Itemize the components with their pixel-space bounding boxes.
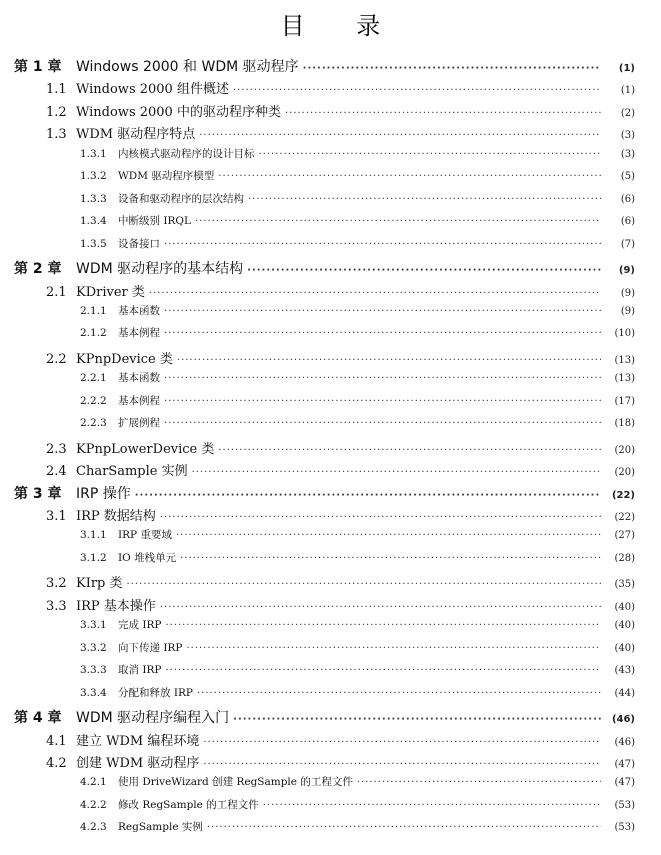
toc-page-number: (46) <box>611 714 635 726</box>
toc-page-number: (22) <box>611 489 635 501</box>
toc-entry-title: KPnpDevice 类 <box>76 351 173 367</box>
toc-page-number: (53) <box>614 822 635 834</box>
toc-subsection <box>0 819 661 834</box>
toc-page-number: (17) <box>614 395 635 407</box>
toc-page-number: (7) <box>620 238 635 250</box>
toc-entry-title: 基本函数 <box>118 372 160 385</box>
toc-page-number: (43) <box>614 665 635 677</box>
toc-subsection <box>0 617 661 632</box>
dot-leader <box>195 216 601 227</box>
dot-leader <box>247 265 601 276</box>
toc-entry-number: 3.1 <box>46 509 67 524</box>
toc-entry-title: RegSample 实例 <box>118 821 203 834</box>
toc-section <box>0 505 661 524</box>
dot-leader <box>263 800 601 811</box>
toc-entry-title: IRP 操作 <box>76 485 131 502</box>
toc-section <box>0 572 661 591</box>
dot-leader <box>160 602 601 613</box>
toc-entry-number: 第 2 章 <box>14 261 62 278</box>
toc-entry-number: 1.3 <box>46 127 67 143</box>
toc-entry-title: 基本例程 <box>118 327 160 340</box>
toc-entry-title: Windows 2000 组件概述 <box>76 82 229 98</box>
toc-entry-title: 向下传递 IRP <box>118 641 183 654</box>
toc-entry-title: IRP 数据结构 <box>76 509 156 524</box>
toc-entry-title: 创建 WDM 驱动程序 <box>76 755 200 771</box>
dot-leader <box>203 737 601 748</box>
toc-entry-title: KPnpLowerDevice 类 <box>76 441 215 457</box>
dot-leader <box>164 306 601 317</box>
toc-entry-number: 2.2 <box>46 351 67 367</box>
dot-leader <box>186 643 601 654</box>
toc-section <box>0 78 661 97</box>
toc-entry-title: IO 堆栈单元 <box>118 551 177 564</box>
toc-entry-number: 3.3.1 <box>80 619 107 632</box>
dot-leader <box>197 688 601 699</box>
toc-page-number: (13) <box>614 373 635 385</box>
dot-leader <box>233 714 601 725</box>
toc-page-number: (20) <box>614 467 635 479</box>
toc-entry-number: 3.2 <box>46 576 67 592</box>
toc-chapter <box>0 258 661 278</box>
toc-entry-number: 3.1.2 <box>80 551 107 564</box>
toc-page-number: (40) <box>614 601 635 613</box>
toc-entry-number: 4.2.2 <box>80 798 107 811</box>
dot-leader <box>164 396 601 407</box>
toc-subsection <box>0 415 661 430</box>
toc-entry-title: 内核模式驱动程序的设计目标 <box>118 147 255 160</box>
dot-leader <box>357 777 601 788</box>
toc-section <box>0 348 661 367</box>
toc-page-number: (47) <box>614 758 635 770</box>
toc-entry-number: 第 1 章 <box>14 59 62 75</box>
toc-entry-title: 设备和驱动程序的层次结构 <box>118 192 244 205</box>
dot-leader <box>259 149 602 160</box>
toc-entry-number: 1.2 <box>46 104 67 120</box>
toc-entry-title: Windows 2000 和 WDM 驱动程序 <box>76 59 299 75</box>
toc-entry-number: 1.3.2 <box>80 170 107 183</box>
toc-entry-number: 2.2.2 <box>80 394 107 407</box>
toc-page-number: (6) <box>620 193 635 205</box>
toc-page-number: (1) <box>618 63 635 74</box>
toc-subsection <box>0 213 661 228</box>
toc-subsection <box>0 640 661 655</box>
toc-page-number: (2) <box>620 107 635 119</box>
toc-subsection <box>0 370 661 385</box>
toc-entry-number: 2.2.3 <box>80 417 107 430</box>
toc-entry-number: 1.3.4 <box>80 215 107 228</box>
dot-leader <box>199 130 601 141</box>
dot-leader <box>149 288 601 299</box>
toc-page-number: (53) <box>614 799 635 811</box>
toc-entry-number: 1.1 <box>46 82 67 98</box>
toc-page-number: (27) <box>614 530 635 542</box>
toc-entry-number: 2.3 <box>46 441 67 457</box>
toc-page-number: (46) <box>614 736 635 748</box>
toc-entry-number: 2.2.1 <box>80 372 107 385</box>
toc-entry-title: 基本函数 <box>118 304 160 317</box>
toc-entry-number: 2.1.2 <box>80 327 107 340</box>
toc-subsection <box>0 662 661 677</box>
toc-entry-number: 1.3.5 <box>80 237 107 250</box>
toc-subsection <box>0 146 661 161</box>
toc-page-number: (18) <box>614 418 635 430</box>
toc-entry-title: IRP 基本操作 <box>76 598 156 614</box>
toc-page-number: (22) <box>614 512 635 523</box>
dot-leader <box>127 579 601 590</box>
toc-page-number: (3) <box>620 148 635 160</box>
toc-entry-title: 扩展例程 <box>118 417 160 430</box>
toc-entry-number: 3.1.1 <box>80 529 107 542</box>
toc-subsection <box>0 168 661 183</box>
dot-leader <box>135 490 601 501</box>
toc-page-number: (10) <box>614 328 635 340</box>
toc-chapter <box>0 707 661 727</box>
toc-subsection <box>0 527 661 542</box>
toc-entry-title: WDM 驱动程序编程入门 <box>76 710 230 727</box>
toc-chapter <box>0 56 661 76</box>
dot-leader <box>248 194 601 205</box>
toc-entry-number: 4.2.1 <box>80 776 107 789</box>
toc-page-number: (9) <box>620 305 635 317</box>
dot-leader <box>203 759 601 770</box>
dot-leader <box>180 553 601 564</box>
toc-section <box>0 281 661 300</box>
toc-section <box>0 752 661 771</box>
toc-entry-number: 1.3.1 <box>80 147 107 160</box>
dot-leader <box>164 328 601 339</box>
toc-entry-title: IRP 重要域 <box>118 529 172 542</box>
toc-entry-number: 3.3.4 <box>80 686 107 699</box>
dot-leader <box>207 822 601 833</box>
toc-entry-number: 3.3.2 <box>80 641 107 654</box>
toc-entry-title: Windows 2000 中的驱动程序种类 <box>76 104 281 120</box>
toc-page-number: (1) <box>620 85 635 97</box>
toc-subsection <box>0 236 661 251</box>
toc-entry-number: 第 3 章 <box>14 485 62 502</box>
toc-entry-title: WDM 驱动程序特点 <box>76 127 196 143</box>
toc-section <box>0 460 661 479</box>
toc-entry-number: 4.2 <box>46 755 67 771</box>
toc-entry-number: 3.3 <box>46 598 67 614</box>
toc-subsection <box>0 393 661 408</box>
toc-page-number: (6) <box>620 216 635 228</box>
toc-page-number: (5) <box>620 171 635 183</box>
toc-subsection <box>0 774 661 789</box>
toc-entry-number: 4.2.3 <box>80 821 107 834</box>
toc-subsection <box>0 550 661 565</box>
dot-leader <box>164 418 601 429</box>
dot-leader <box>233 85 601 96</box>
toc-entry-number: 2.1 <box>46 284 67 300</box>
toc-entry-title: KDriver 类 <box>76 284 145 300</box>
toc-page-number: (20) <box>614 444 635 456</box>
dot-leader <box>192 467 601 478</box>
toc-entry-title: 分配和释放 IRP <box>118 686 193 699</box>
toc-page-number: (40) <box>614 642 635 654</box>
toc-page-number: (28) <box>614 552 635 564</box>
dot-leader <box>160 512 601 523</box>
dot-leader <box>218 445 601 456</box>
dot-leader <box>176 530 601 541</box>
toc-page-number: (13) <box>614 354 635 366</box>
toc-page-number: (3) <box>620 130 635 142</box>
toc-page-number: (9) <box>620 287 635 299</box>
toc-entry-title: 基本例程 <box>118 394 160 407</box>
toc-entry-number: 4.1 <box>46 733 67 749</box>
toc-page-number: (35) <box>614 579 635 591</box>
dot-leader <box>285 108 601 119</box>
toc-page-number: (40) <box>614 620 635 632</box>
toc-entry-title: 修改 RegSample 的工程文件 <box>118 798 259 811</box>
toc-entry-number: 1.3.3 <box>80 192 107 205</box>
dot-leader <box>164 373 601 384</box>
toc-entry-title: 使用 DriveWizard 创建 RegSample 的工程文件 <box>118 776 353 789</box>
toc-entry-number: 3.3.3 <box>80 664 107 677</box>
dot-leader <box>177 355 601 366</box>
dot-leader <box>165 665 601 676</box>
dot-leader <box>303 63 601 74</box>
toc-chapter <box>0 483 661 503</box>
toc-subsection <box>0 797 661 812</box>
toc-section <box>0 438 661 457</box>
dot-leader <box>164 239 601 250</box>
dot-leader <box>218 171 601 182</box>
toc-section <box>0 730 661 749</box>
toc-entry-title: 设备接口 <box>118 237 160 250</box>
toc-entry-title: 完成 IRP <box>118 619 162 632</box>
toc-subsection <box>0 685 661 700</box>
toc-page-number: (9) <box>618 265 635 277</box>
toc-entry-number: 第 4 章 <box>14 710 62 727</box>
toc-subsection <box>0 191 661 206</box>
toc-page-number: (47) <box>614 777 635 789</box>
toc-entry-title: KIrp 类 <box>76 576 123 592</box>
toc-entry-title: WDM 驱动程序模型 <box>118 170 215 183</box>
toc-section <box>0 595 661 614</box>
toc-subsection <box>0 303 661 318</box>
toc-entry-number: 2.1.1 <box>80 304 107 317</box>
toc-section <box>0 123 661 142</box>
toc-entry-title: WDM 驱动程序的基本结构 <box>76 261 244 278</box>
toc-entry-title: 建立 WDM 编程环境 <box>76 733 200 749</box>
toc-subsection <box>0 325 661 340</box>
toc-entry-title: 取消 IRP <box>118 664 162 677</box>
toc-entry-number: 2.4 <box>46 464 67 480</box>
toc-section <box>0 101 661 120</box>
page-title: 目 录 <box>280 12 403 40</box>
toc-entry-title: CharSample 实例 <box>76 464 188 480</box>
toc-page-number: (44) <box>614 687 635 699</box>
dot-leader <box>165 620 601 631</box>
toc-entry-title: 中断级别 IRQL <box>118 215 191 228</box>
